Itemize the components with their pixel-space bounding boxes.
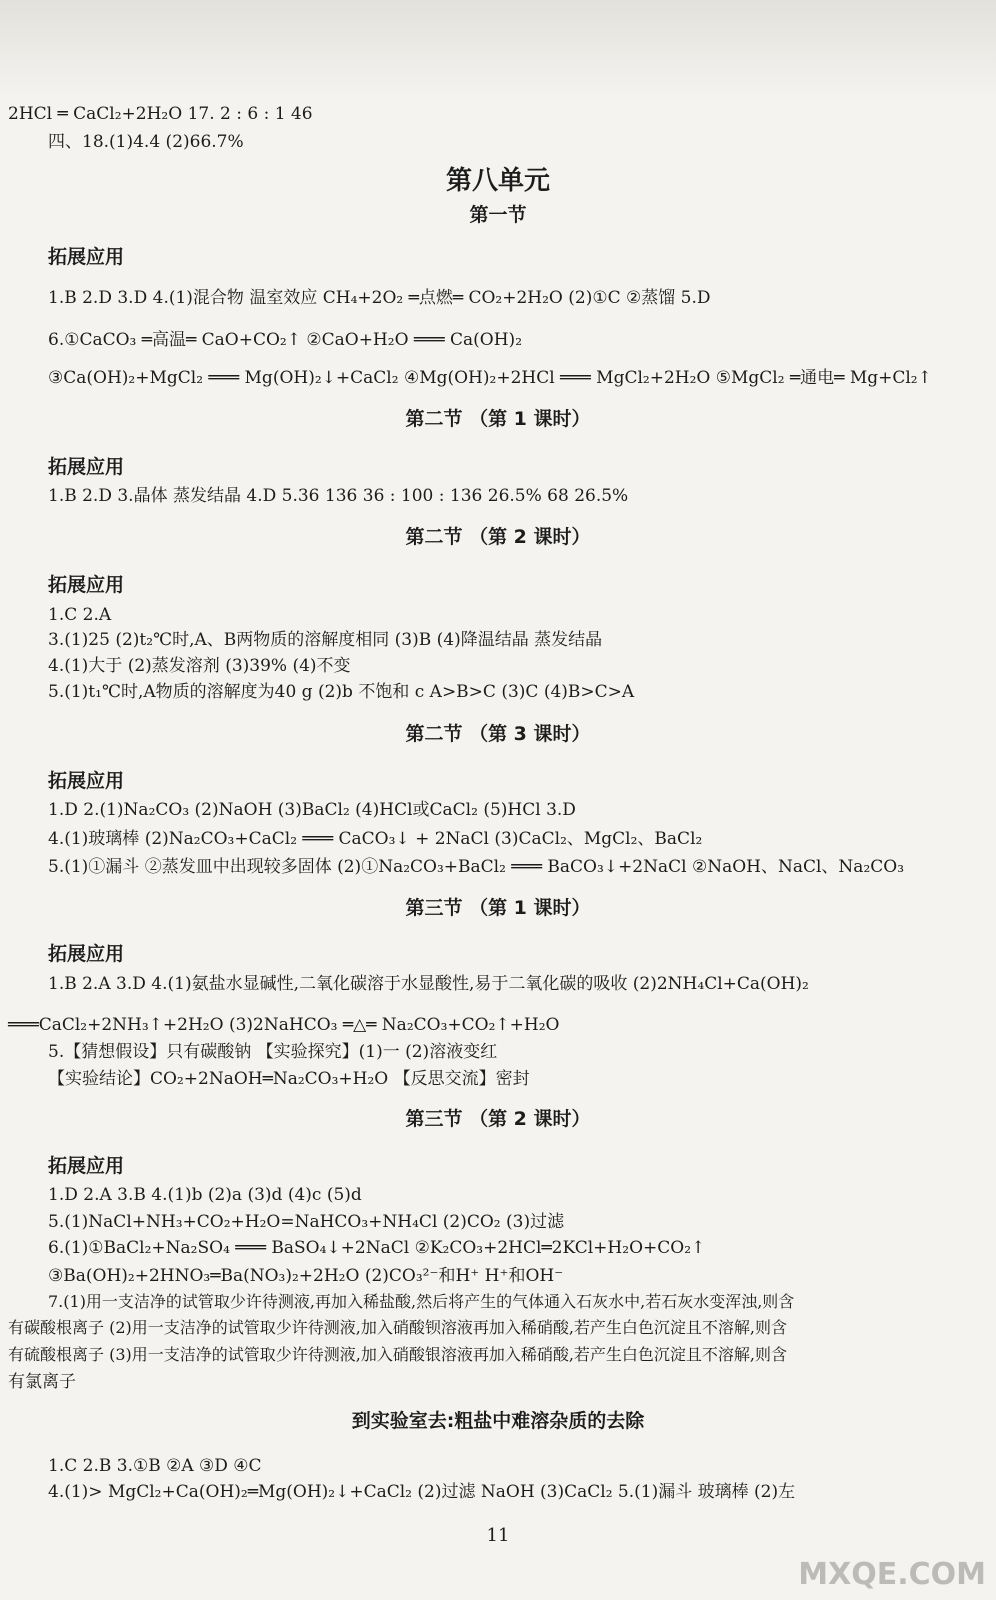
answer-line: ③Ca(OH)₂+MgCl₂ ═══ Mg(OH)₂↓+CaCl₂ ④Mg(OH)₂+2HCl ═══ MgCl₂+2H₂O ⑤MgCl₂ ═通电═ Mg+Cl₂↑ bbox=[48, 368, 932, 388]
section-title: 第二节 （第 3 课时） bbox=[405, 723, 591, 745]
answer-line: 6.(1)①BaCl₂+Na₂SO₄ ═══ BaSO₄↓+2NaCl ②K₂CO₃+2HCl═2KCl+H₂O+CO₂↑ bbox=[48, 1238, 706, 1258]
section-title: 第一节 bbox=[469, 204, 527, 226]
subsection-label: 拓展应用 bbox=[48, 246, 125, 268]
answer-line: 有硫酸根离子 (3)用一支洁净的试管取少许待测液,加入硝酸银溶液再加入稀硝酸,若产生白色沉淀且不溶解,则含 bbox=[8, 1345, 788, 1364]
answer-line: 有碳酸根离子 (2)用一支洁净的试管取少许待测液,加入硝酸钡溶液再加入稀硝酸,若产生白色沉淀且不溶解,则含 bbox=[8, 1318, 788, 1337]
answer-line: 1.C 2.A bbox=[48, 605, 112, 625]
answer-line: 4.(1)> MgCl₂+Ca(OH)₂═Mg(OH)₂↓+CaCl₂ (2)过滤 NaOH (3)CaCl₂ 5.(1)漏斗 玻璃棒 (2)左 bbox=[48, 1482, 796, 1502]
unit-title: 第八单元 bbox=[445, 166, 550, 196]
answer-line: 1.B 2.A 3.D 4.(1)氨盐水显碱性,二氧化碳溶于水显酸性,易于二氧化碳的吸收 (2)2NH₄Cl+Ca(OH)₂ bbox=[48, 974, 809, 994]
answer-line: 1.D 2.A 3.B 4.(1)b (2)a (3)d (4)c (5)d bbox=[48, 1185, 362, 1205]
answer-line: 5.(1)t₁℃时,A物质的溶解度为40 g (2)b 不饱和 c A>B>C (3)C (4)B>C>A bbox=[48, 682, 635, 702]
subsection-label: 拓展应用 bbox=[48, 456, 125, 478]
answer-line: ③Ba(OH)₂+2HNO₃═Ba(NO₃)₂+2H₂O (2)CO₃²⁻和H⁺ H⁺和OH⁻ bbox=[48, 1266, 564, 1286]
answer-line: 四、18.(1)4.4 (2)66.7% bbox=[48, 132, 244, 152]
answer-line: 5.(1)①漏斗 ②蒸发皿中出现较多固体 (2)①Na₂CO₃+BaCl₂ ═══ BaCO₃↓+2NaCl ②NaOH、NaCl、Na₂CO₃ bbox=[48, 857, 905, 877]
answer-line: 1.D 2.(1)Na₂CO₃ (2)NaOH (3)BaCl₂ (4)HCl或CaCl₂ (5)HCl 3.D bbox=[48, 800, 576, 820]
answer-line: 1.C 2.B 3.①B ②A ③D ④C bbox=[48, 1456, 262, 1476]
subsection-label: 拓展应用 bbox=[48, 574, 125, 596]
page-number: 11 bbox=[486, 1525, 510, 1546]
answer-line: 5.(1)NaCl+NH₃+CO₂+H₂O=NaHCO₃+NH₄Cl (2)CO₂ (3)过滤 bbox=[48, 1212, 565, 1232]
answer-line: 6.①CaCO₃ ═高温═ CaO+CO₂↑ ②CaO+H₂O ═══ Ca(OH)₂ bbox=[48, 330, 523, 350]
section-title: 第二节 （第 1 课时） bbox=[405, 408, 591, 430]
answer-line: ═══CaCl₂+2NH₃↑+2H₂O (3)2NaHCO₃ ═△═ Na₂CO₃+CO₂↑+H₂O bbox=[8, 1015, 560, 1035]
section-title: 第三节 （第 2 课时） bbox=[405, 1108, 591, 1130]
answer-line: 有氯离子 bbox=[8, 1372, 76, 1392]
answer-line: 1.B 2.D 3.D 4.(1)混合物 温室效应 CH₄+2O₂ ═点燃═ CO₂+2H₂O (2)①C ②蒸馏 5.D bbox=[48, 288, 711, 308]
answer-line: 7.(1)用一支洁净的试管取少许待测液,再加入稀盐酸,然后将产生的气体通入石灰水中,若石灰水变浑浊,则含 bbox=[48, 1292, 795, 1311]
section-title: 第二节 （第 2 课时） bbox=[405, 526, 591, 548]
subsection-label: 拓展应用 bbox=[48, 770, 125, 792]
lab-section-title: 到实验室去:粗盐中难溶杂质的去除 bbox=[351, 1410, 645, 1432]
subsection-label: 拓展应用 bbox=[48, 1155, 125, 1177]
answer-line: 4.(1)玻璃棒 (2)Na₂CO₃+CaCl₂ ═══ CaCO₃↓ + 2NaCl (3)CaCl₂、MgCl₂、BaCl₂ bbox=[48, 829, 703, 849]
answer-line: 4.(1)大于 (2)蒸发溶剂 (3)39% (4)不变 bbox=[48, 656, 351, 676]
answer-line: 2HCl ═ CaCl₂+2H₂O 17. 2 : 6 : 1 46 bbox=[8, 104, 313, 124]
answer-line: 3.(1)25 (2)t₂℃时,A、B两物质的溶解度相同 (3)B (4)降温结晶 蒸发结晶 bbox=[48, 630, 603, 650]
answer-line: 1.B 2.D 3.晶体 蒸发结晶 4.D 5.36 136 36 : 100 : 136 26.5% 68 26.5% bbox=[48, 486, 629, 506]
answer-line: 【实验结论】CO₂+2NaOH═Na₂CO₃+H₂O 【反思交流】密封 bbox=[48, 1069, 530, 1089]
watermark-logo: MXQE.COM bbox=[798, 1557, 986, 1592]
subsection-label: 拓展应用 bbox=[48, 943, 125, 965]
section-title: 第三节 （第 1 课时） bbox=[405, 897, 591, 919]
answer-line: 5.【猜想假设】只有碳酸钠 【实验探究】(1)一 (2)溶液变红 bbox=[48, 1042, 498, 1062]
